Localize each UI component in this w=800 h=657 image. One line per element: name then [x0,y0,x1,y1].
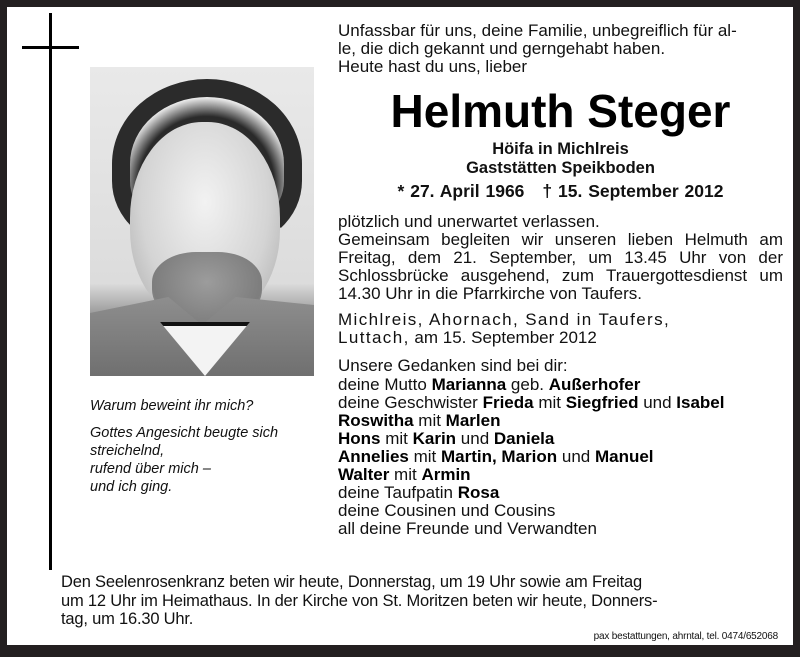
cross-icon-vertical-bar [49,13,52,570]
mourner-text: mit [380,429,413,448]
mourner-name: Karin [412,429,457,448]
funeral-home-credit: pax bestattungen, ahrntal, tel. 0474/652068 [593,631,778,642]
mourner-name: Annelies [338,447,409,466]
mourner-name: Roswitha [338,411,414,430]
mourners-list [338,376,783,538]
mourner-line [338,430,783,448]
mourner-name: Marlen [445,411,501,430]
death-date: † 15. September 2012 [542,181,724,201]
rosary-line: tag, um 16.30 Uhr. [61,610,194,628]
poem-line: rufend über mich – [90,461,211,477]
places-and-date [338,311,783,347]
mourner-text: deine Geschwister [338,393,483,412]
intro-line: Unfassbar für uns, deine Familie, unbegreiflich für al- [338,21,737,40]
mourner-line [338,520,783,538]
mourner-line [338,394,783,412]
mourner-text: und [557,447,595,466]
intro-line: Heute hast du uns, lieber [338,57,528,76]
mourner-text: deine Cousinen und Cousins [338,501,556,520]
announcement-text [338,213,783,303]
memorial-poem [90,397,320,505]
mourner-text: mit [533,393,566,412]
deceased-name: Helmuth Steger [390,85,731,137]
mourner-line [338,502,783,520]
mourners-heading: Unsere Gedanken sind bei dir: [338,356,568,375]
mourner-name: Armin [421,465,471,484]
birth-date: * 27. April 1966 [397,181,525,201]
mourner-text: mit [389,465,422,484]
mourner-name: Martin, Marion [440,447,558,466]
intro-line: le, die dich gekannt und gerngehabt haben. [338,39,666,58]
mourner-name: Hons [338,429,381,448]
mourner-line [338,448,783,466]
mourner-name: Frieda [482,393,534,412]
notice-date: am 15. September 2012 [409,328,597,347]
poem-line: Gottes Angesicht beugte sich [90,425,279,441]
mourner-text: mit [413,411,446,430]
mourner-text: deine Mutto [338,375,432,394]
places-line: Luttach, [338,328,410,347]
poem-stanza [90,424,320,496]
deceased-business: Gaststätten Speikboden [466,159,655,177]
mourner-name: Manuel [594,447,654,466]
mourner-line [338,466,783,484]
poem-line: streichelnd, [90,443,165,459]
mourner-name: Daniela [493,429,555,448]
mourner-text: und [638,393,677,412]
mourner-text: geb. [506,375,549,394]
mourner-name: Siegfried [565,393,639,412]
deceased-nickname: Höifa in Michlreis [492,140,629,158]
mourner-line [338,376,783,394]
cross-icon-horizontal-bar [22,46,79,49]
mourner-text: mit [408,447,441,466]
mourner-text: und [456,429,494,448]
mourner-name: Außerhofer [548,375,641,394]
mourner-name: Rosa [457,483,500,502]
announcement-line: plötzlich und unerwartet verlassen. [338,212,600,231]
mourner-name: Marianna [431,375,507,394]
places-line: Michlreis, Ahornach, Sand in Taufers, [338,310,671,329]
mourner-text: all deine Freunde und Verwandten [338,519,597,538]
mourner-name: Walter [338,465,390,484]
mourner-line [338,484,783,502]
portrait-photo [90,67,314,376]
mourner-name: Isabel [676,393,725,412]
rosary-line: um 12 Uhr im Heimathaus. In der Kirche von St. Moritzen beten wir heute, Donners- [61,591,658,610]
obituary-notice [7,7,793,645]
poem-line: Warum beweint ihr mich? [90,398,254,414]
poem-line: und ich ging. [90,479,173,495]
funeral-details: Gemeinsam begleiten wir unseren lieben Helmuth am Freitag, dem 21. September, um 13.45 Uhr von der Schlossbrücke ausgehend, zum Trauergottesdienst um 14.30 Uhr in die Pfarrkirche von Taufers. [338,230,783,303]
mourner-text: deine Taufpatin [338,483,458,502]
main-text-column [338,22,783,538]
rosary-info [61,573,783,629]
life-dates [338,180,783,202]
rosary-line: Den Seelenrosenkranz beten wir heute, Donnerstag, um 19 Uhr sowie am Freitag [61,573,642,591]
intro-text [338,22,783,76]
mourner-line [338,412,783,430]
